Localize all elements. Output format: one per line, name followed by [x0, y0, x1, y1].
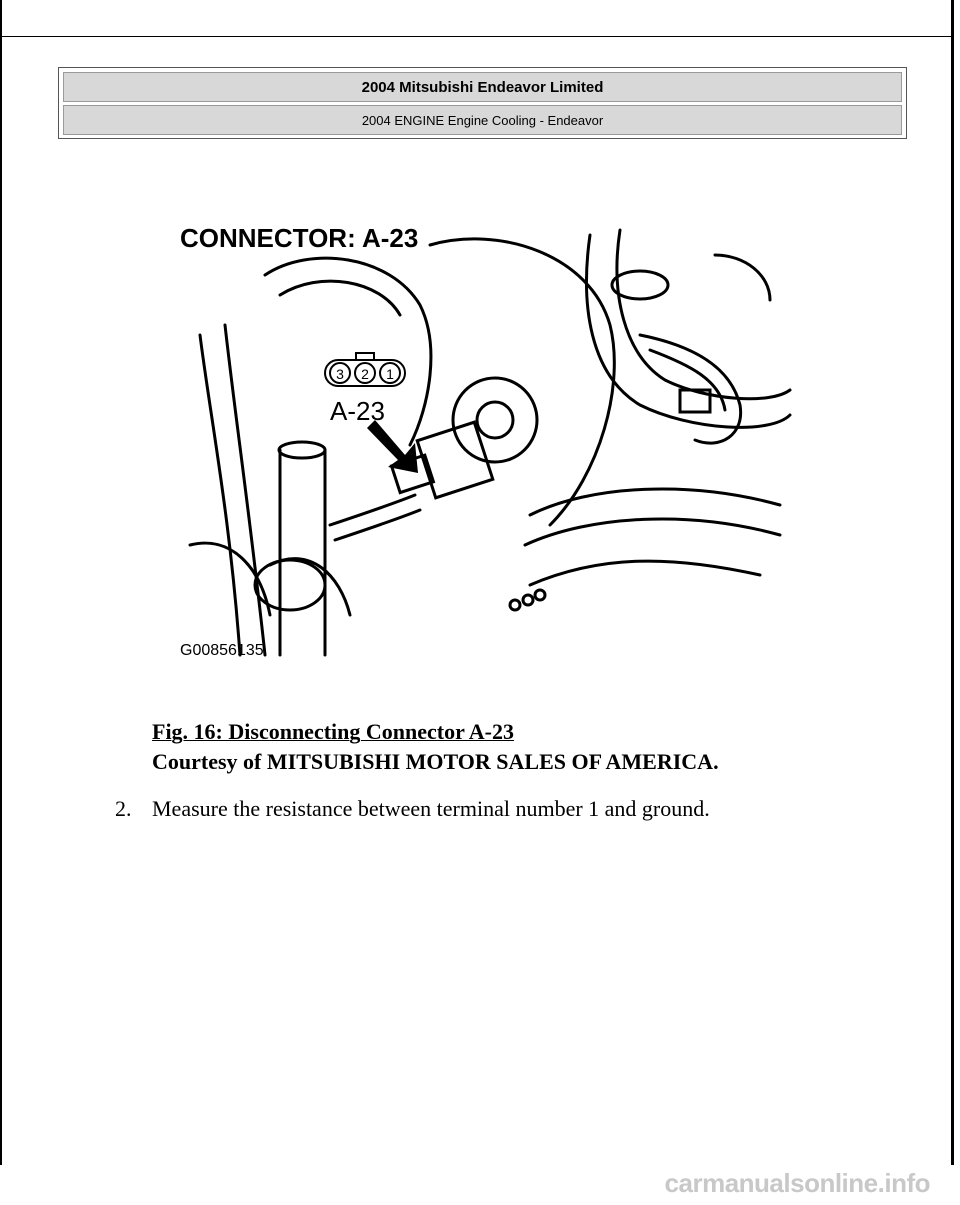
pin-label-1: 1: [386, 366, 394, 382]
page-border-left: [0, 0, 2, 1165]
page-border-top: [0, 36, 954, 37]
footer: [0, 1165, 960, 1205]
image-code: G00856135: [180, 642, 264, 659]
watermark: carmanualsonline.info: [664, 1168, 930, 1198]
pin-label-2: 2: [361, 366, 369, 382]
connector-tag: A-23: [330, 396, 385, 426]
document-title: 2004 Mitsubishi Endeavor Limited: [63, 72, 902, 102]
figure-title: Fig. 16: Disconnecting Connector A-23: [152, 719, 514, 744]
step-text: Measure the resistance between terminal number 1 and ground.: [152, 796, 710, 821]
step-number: 2.: [115, 796, 132, 821]
connector-illustration: [170, 215, 795, 665]
procedure-step: [115, 796, 710, 822]
connector-heading: CONNECTOR: A-23: [180, 223, 419, 253]
document-header: [58, 67, 907, 139]
page-border-right: [951, 0, 954, 1165]
document-subtitle: 2004 ENGINE Engine Cooling - Endeavor: [63, 105, 902, 135]
figure-courtesy: Courtesy of MITSUBISHI MOTOR SALES OF AMERICA.: [152, 749, 719, 774]
pin-label-3: 3: [336, 366, 344, 382]
figure-caption: [152, 717, 719, 777]
